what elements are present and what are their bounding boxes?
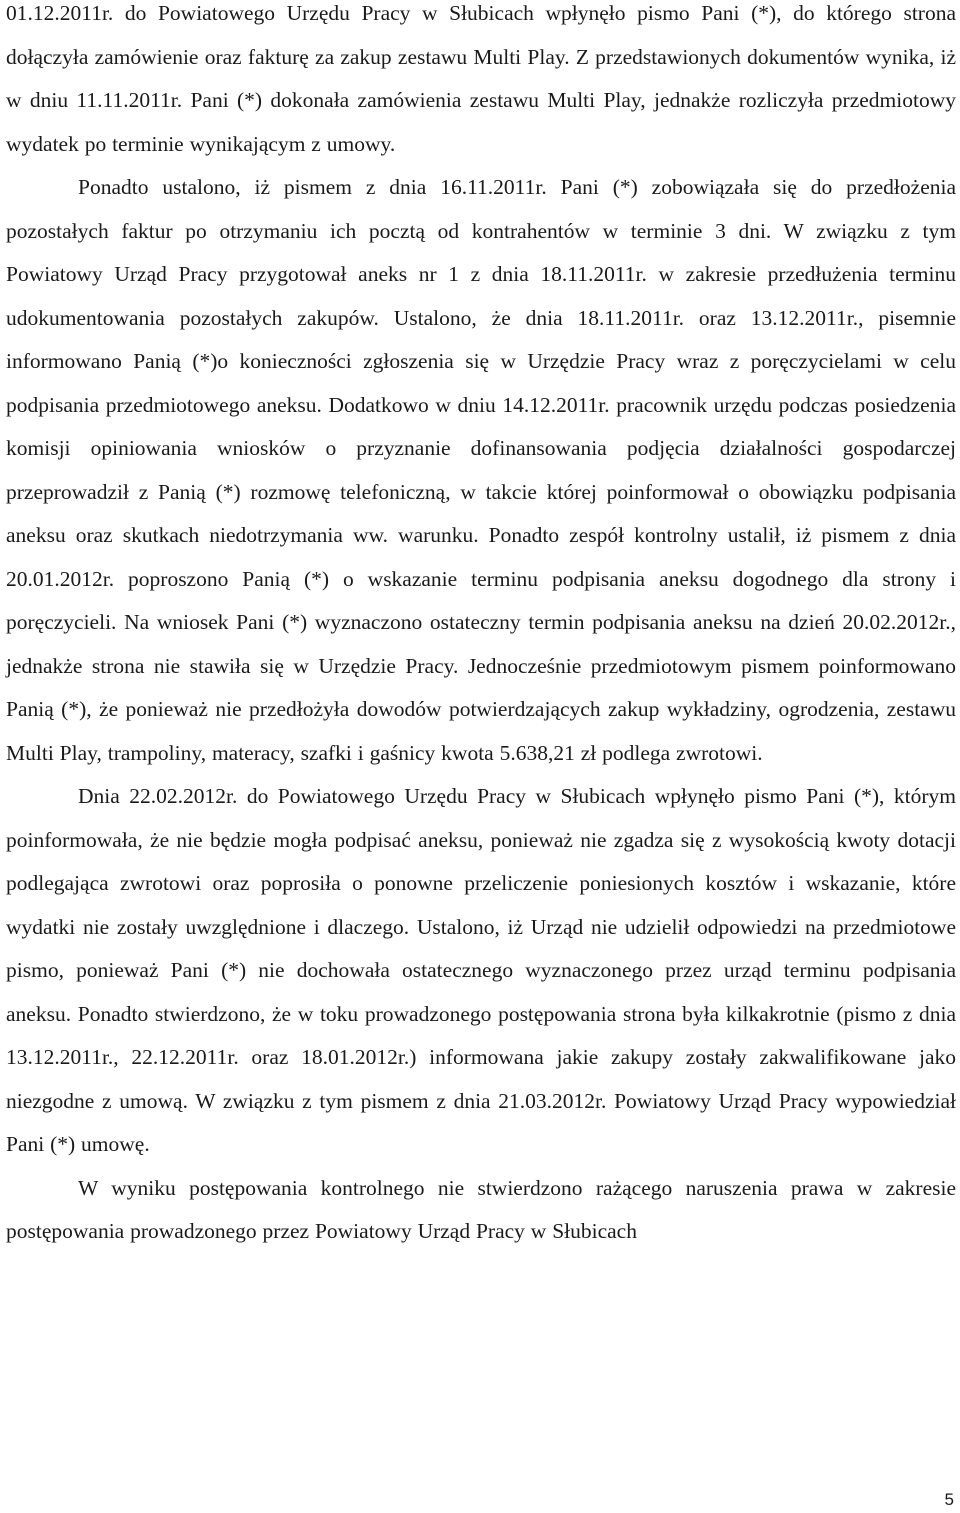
paragraph-2: Ponadto ustalono, iż pismem z dnia 16.11.2011r. Pani (*) zobowiązała się do przedłożenia pozostałych faktur po otrzymaniu ich pocztą od kontrahentów w terminie 3 dni. W związku z tym Powiatowy Urząd Pracy przygotował aneks nr 1 z dnia 18.11.2011r. w zakresie przedłużenia terminu udokumentowania pozostałych zakupów. Ustalono, że dnia 18.11.2011r. oraz 13.12.2011r., pisemnie informowano Panią (*)o konieczności zgłoszenia się w Urzędzie Pracy wraz z poręczycielami w celu podpisania przedmiotowego aneksu. Dodatkowo w dniu 14.12.2011r. pracownik urzędu podczas posiedzenia komisji opiniowania wniosków o przyznanie dofinansowania podjęcia działalności gospodarczej przeprowadził z Panią (*) rozmowę telefoniczną, w takcie której poinformował o obowiązku podpisania aneksu oraz skutkach niedotrzymania ww. warunku. Ponadto zespół kontrolny ustalił, iż pismem z dnia 20.01.2012r. poproszono Panią (*) o wskazanie terminu podpisania aneksu dogodnego dla strony i poręczycieli. Na wniosek Pani (*) wyznaczono ostateczny termin podpisania aneksu na dzień 20.02.2012r., jednakże strona nie stawiła się w Urzędzie Pracy. Jednocześnie przedmiotowym pismem poinformowano Panią (*), że ponieważ nie przedłożyła dowodów potwierdzających zakup wykładziny, ogrodzenia, zestawu Multi Play, trampoliny, materacy, szafki i gaśnicy kwota 5.638,21 zł podlega zwrotowi. [6,175,956,765]
paragraph-1: 01.12.2011r. do Powiatowego Urzędu Pracy w Słubicach wpłynęło pismo Pani (*), do którego strona dołączyła zamówienie oraz fakturę za zakup zestawu Multi Play. Z przedstawionych dokumentów wynika, iż w dniu 11.11.2011r. Pani (*) dokonała zamówienia zestawu Multi Play, jednakże rozliczyła przedmiotowy wydatek po terminie wynikającym z umowy. [6,1,956,156]
document-body [6,0,956,1254]
page-number: 5 [944,1490,954,1509]
paragraph-4: W wyniku postępowania kontrolnego nie stwierdzono rażącego naruszenia prawa w zakresie postępowania prowadzonego przez Powiatowy Urząd Pracy w Słubicach [6,1175,956,1243]
paragraph-3: Dnia 22.02.2012r. do Powiatowego Urzędu Pracy w Słubicach wpłynęło pismo Pani (*), którym poinformowała, że nie będzie mogła podpisać aneksu, ponieważ nie zgadza się z wysokością kwoty dotacji podlegająca zwrotowi oraz poprosiła o ponowne przeliczenie poniesionych kosztów i wskazanie, które wydatki nie zostały uwzględnione i dlaczego. Ustalono, iż Urząd nie udzielił odpowiedzi na przedmiotowe pismo, ponieważ Pani (*) nie dochowała ostatecznego wyznaczonego przez urząd terminu podpisania aneksu. Ponadto stwierdzono, że w toku prowadzonego postępowania strona była kilkakrotnie (pismo z dnia 13.12.2011r., 22.12.2011r. oraz 18.01.2012r.) informowana jakie zakupy zostały zakwalifikowane jako niezgodne z umową. W związku z tym pismem z dnia 21.03.2012r. Powiatowy Urząd Pracy wypowiedział Pani (*) umowę. [6,784,956,1156]
